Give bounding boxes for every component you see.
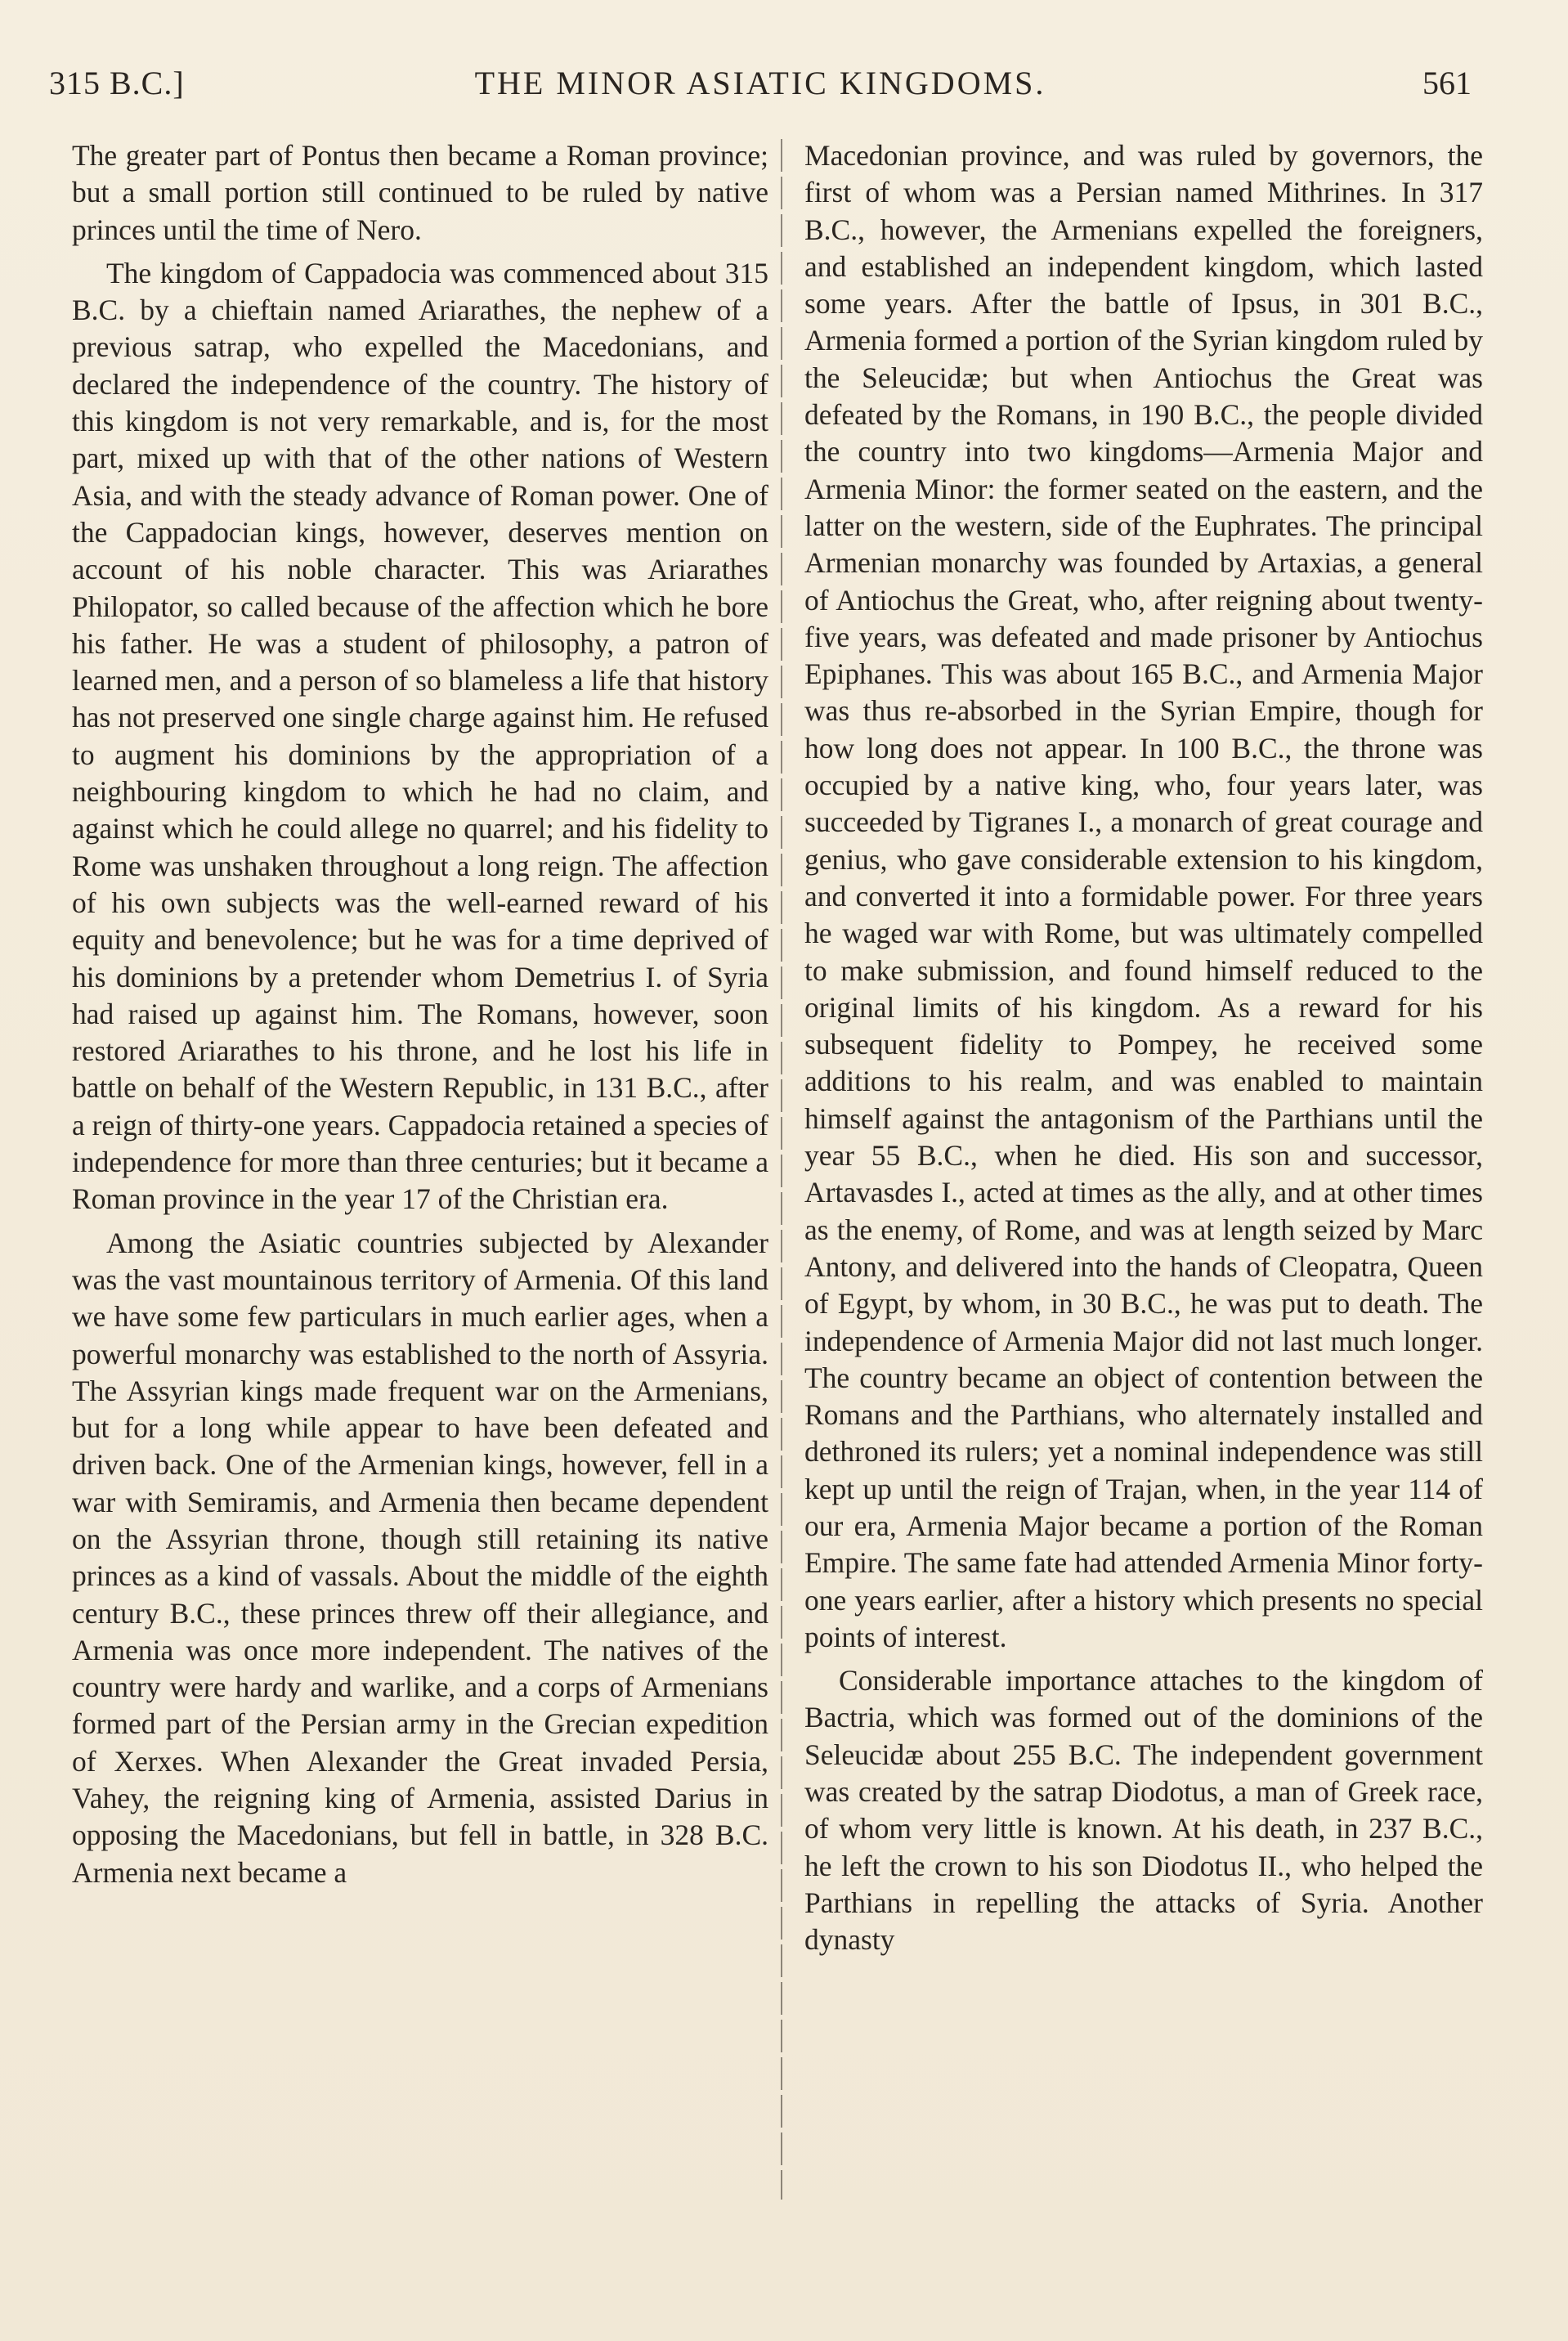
paragraph: The greater part of Pontus then became a Roman province; but a small portion still continued to be ruled by native princes until the time of Nero.: [72, 139, 768, 246]
paragraph: The kingdom of Cappadocia was commenced about 315 B.C. by a chieftain named Ariarathes, the nephew of a previous satrap, who expelled the Macedonians, and declared the independence of the country. The history of this kingdom is not very remarkable, and is, for the most part, mixed up with that of the other nations of Western Asia, and with the steady advance of Roman power. One of the Cappadocian kings, however, deserves mention on account of his noble character. This was Ariarathes Philopator, so called because of the affection which he bore his father. He was a student of philosophy, a patron of learned men, and a person of so blameless a life that history has not preserved one single charge against him. He refused to augment his dominions by the appropriation of a neighbouring kingdom to which he had no claim, and against which he could allege no quarrel; and his fidelity to Rome was unshaken throughout a long reign. The affection of his own subjects was the well-earned reward of his equity and benevolence; but he was for a time deprived of his dominions by a pretender whom Demetrius I. of Syria had raised up against him. The Romans, however, soon restored Ariarathes to his throne, and he lost his life in battle on behalf of the Western Republic, in 131 B.C., after a reign of thirty-one years. Cappadocia retained a species of independence for more than three centuries; but it became a Roman province in the year 17 of the Christian era.: [72, 256, 768, 1216]
running-header: [49, 64, 1472, 113]
page-number: 561: [1422, 65, 1472, 101]
header-date-range: 315 B.C.]: [49, 65, 185, 101]
paragraph: Considerable importance attaches to the kingdom of Bactria, which was formed out of the dominions of the Seleucidæ about 255 B.C. The independent government was created by the satrap Diodotus, a man of Greek race, of whom very little is known. At his death, in 237 B.C., he left the crown to his son Diodotus II., who helped the Parthians in repelling the attacks of Syria. Another dynasty: [804, 1664, 1483, 1957]
right-column: [804, 137, 1483, 1959]
paragraph: Among the Asiatic countries subjected by Alexander was the vast mountainous territory of Armenia. Of this land we have some few particulars in much earlier ages, when a powerful monarchy was established to the north of Assyria. The Assyrian kings made frequent war on the Armenians, but for a long while appear to have been defeated and driven back. One of the Armenian kings, however, fell in a war with Semiramis, and Armenia then became dependent on the Assyrian throne, though still retaining its native princes as a kind of vassals. About the middle of the eighth century B.C., these princes threw off their allegiance, and Armenia was once more independent. The natives of the country were hardy and warlike, and a corps of Armenians formed part of the Persian army in the Grecian expedition of Xerxes. When Alexander the Great invaded Persia, Vahey, the reigning king of Armenia, assisted Darius in opposing the Macedonians, but fell in battle, in 328 B.C. Armenia next became a: [72, 1226, 768, 1889]
header-title: THE MINOR ASIATIC KINGDOMS.: [474, 65, 1046, 101]
left-column: [72, 137, 768, 1891]
column-divider: [781, 139, 782, 2200]
paragraph: Macedonian province, and was ruled by governors, the first of whom was a Persian named Mithrines. In 317 B.C., however, the Armenians expelled the foreigners, and established an independent kingdom, which lasted some years. After the battle of Ipsus, in 301 B.C., Armenia formed a portion of the Syrian kingdom ruled by the Seleucidæ; but when Antiochus the Great was defeated by the Romans, in 190 B.C., the people divided the country into two kingdoms—Armenia Major and Armenia Minor: the former seated on the eastern, and the latter on the western, side of the Euphrates. The principal Armenian monarchy was founded by Artaxias, a general of Antiochus the Great, who, after reigning about twenty-five years, was defeated and made prisoner by Antiochus Epiphanes. This was about 165 B.C., and Armenia Major was thus re-absorbed in the Syrian Empire, though for how long does not appear. In 100 B.C., the throne was occupied by a native king, who, four years later, was succeeded by Tigranes I., a monarch of great courage and genius, who gave considerable extension to his kingdom, and converted it into a formidable power. For three years he waged war with Rome, but was ultimately compelled to make submission, and found himself reduced to the original limits of his kingdom. As a reward for his subsequent fidelity to Pompey, he received some additions to his realm, and was enabled to maintain himself against the antagonism of the Parthians until the year 55 B.C., when he died. His son and successor, Artavasdes I., acted at times as the ally, and at other times as the enemy, of Rome, and was at length seized by Marc Antony, and delivered into the hands of Cleopatra, Queen of Egypt, by whom, in 30 B.C., he was put to death. The independence of Armenia Major did not last much longer. The country became an object of contention between the Romans and the Parthians, who alternately installed and dethroned its rulers; yet a nominal independence was still kept up until the reign of Trajan, when, in the year 114 of our era, Armenia Major became a portion of the Roman Empire. The same fate had attended Armenia Minor forty-one years earlier, after a history which presents no special points of interest.: [804, 139, 1483, 1653]
